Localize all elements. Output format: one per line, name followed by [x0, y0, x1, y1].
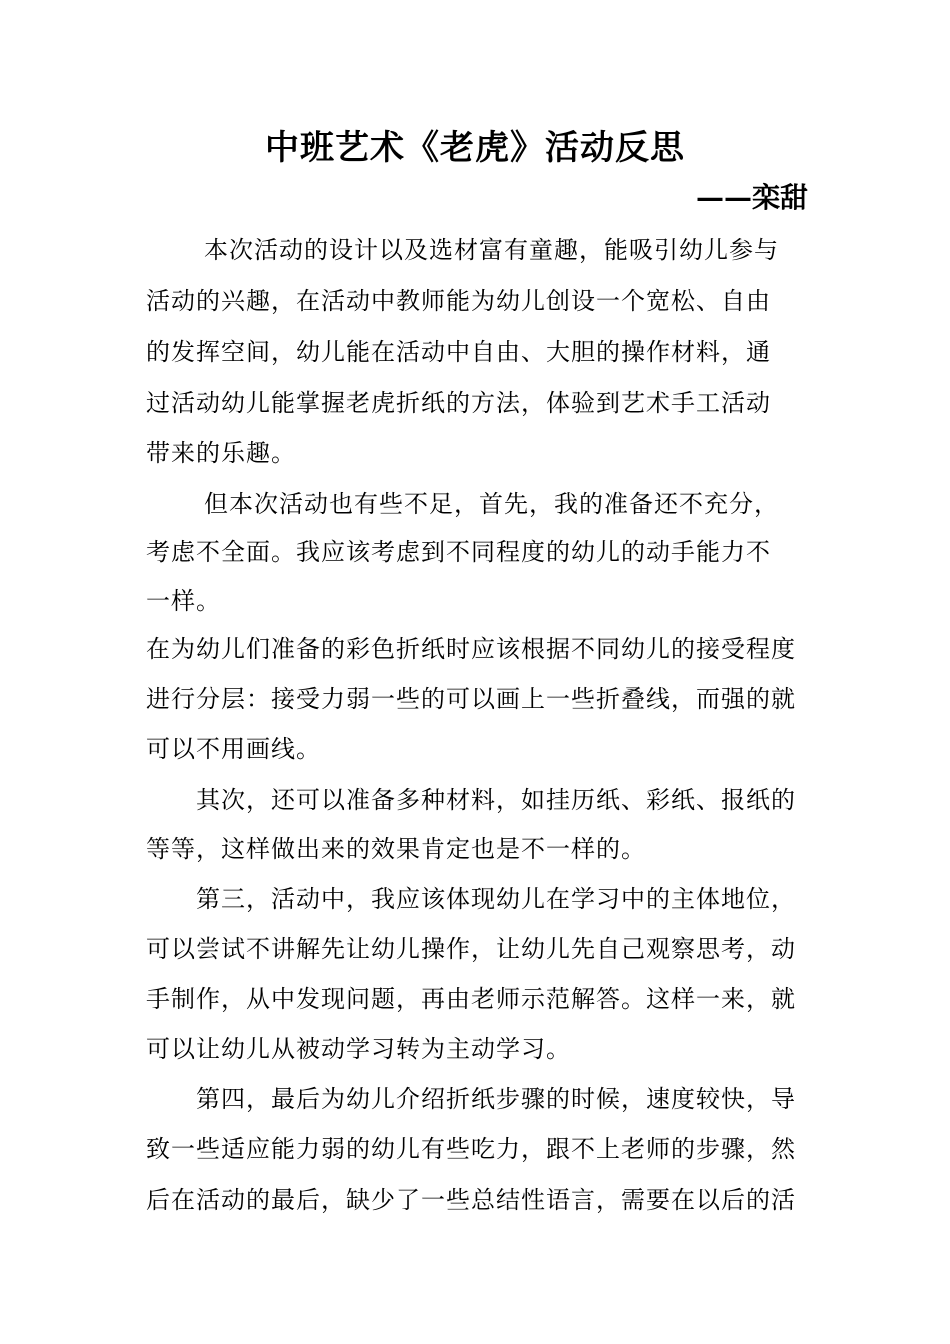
- paragraph-2-line-3: 一样。: [146, 587, 221, 615]
- paragraph-5-line-3: 手制作，从中发现问题，再由老师示范解答。这样一来，就: [146, 985, 796, 1013]
- paragraph-2-line-1: 但本次活动也有些不足，首先，我的准备还不充分，: [204, 490, 779, 518]
- paragraph-3-line-2: 进行分层：接受力弱一些的可以画上一些折叠线，而强的就: [146, 685, 796, 713]
- paragraph-1-line-3: 的发挥空间，幼儿能在活动中自由、大胆的操作材料，通: [146, 338, 771, 366]
- paragraph-5-line-4: 可以让幼儿从被动学习转为主动学习。: [146, 1035, 571, 1063]
- paragraph-4-line-2: 等等，这样做出来的效果肯定也是不一样的。: [146, 835, 646, 863]
- paragraph-3-line-3: 可以不用画线。: [146, 735, 321, 763]
- document-author: ——栾甜: [695, 181, 808, 214]
- paragraph-1-line-2: 活动的兴趣，在活动中教师能为幼儿创设一个宽松、自由: [146, 287, 771, 315]
- paragraph-2-line-2: 考虑不全面。我应该考虑到不同程度的幼儿的动手能力不: [146, 538, 771, 566]
- paragraph-1-line-1: 本次活动的设计以及选材富有童趣，能吸引幼儿参与: [204, 236, 779, 264]
- paragraph-1-line-5: 带来的乐趣。: [146, 439, 296, 467]
- paragraph-3-line-1: 在为幼儿们准备的彩色折纸时应该根据不同幼儿的接受程度: [146, 635, 796, 663]
- document-title: 中班艺术《老虎》活动反思: [265, 128, 685, 168]
- paragraph-6-line-3: 后在活动的最后，缺少了一些总结性语言，需要在以后的活: [146, 1186, 796, 1214]
- paragraph-6-line-1: 第四，最后为幼儿介绍折纸步骤的时候，速度较快，导: [196, 1085, 796, 1113]
- paragraph-4-line-1: 其次，还可以准备多种材料，如挂历纸、彩纸、报纸的: [196, 786, 796, 814]
- paragraph-5-line-1: 第三，活动中，我应该体现幼儿在学习中的主体地位，: [196, 885, 796, 913]
- paragraph-5-line-2: 可以尝试不讲解先让幼儿操作，让幼儿先自己观察思考，动: [146, 935, 796, 963]
- paragraph-1-line-4: 过活动幼儿能掌握老虎折纸的方法，体验到艺术手工活动: [146, 389, 771, 417]
- paragraph-6-line-2: 致一些适应能力弱的幼儿有些吃力，跟不上老师的步骤，然: [146, 1135, 796, 1163]
